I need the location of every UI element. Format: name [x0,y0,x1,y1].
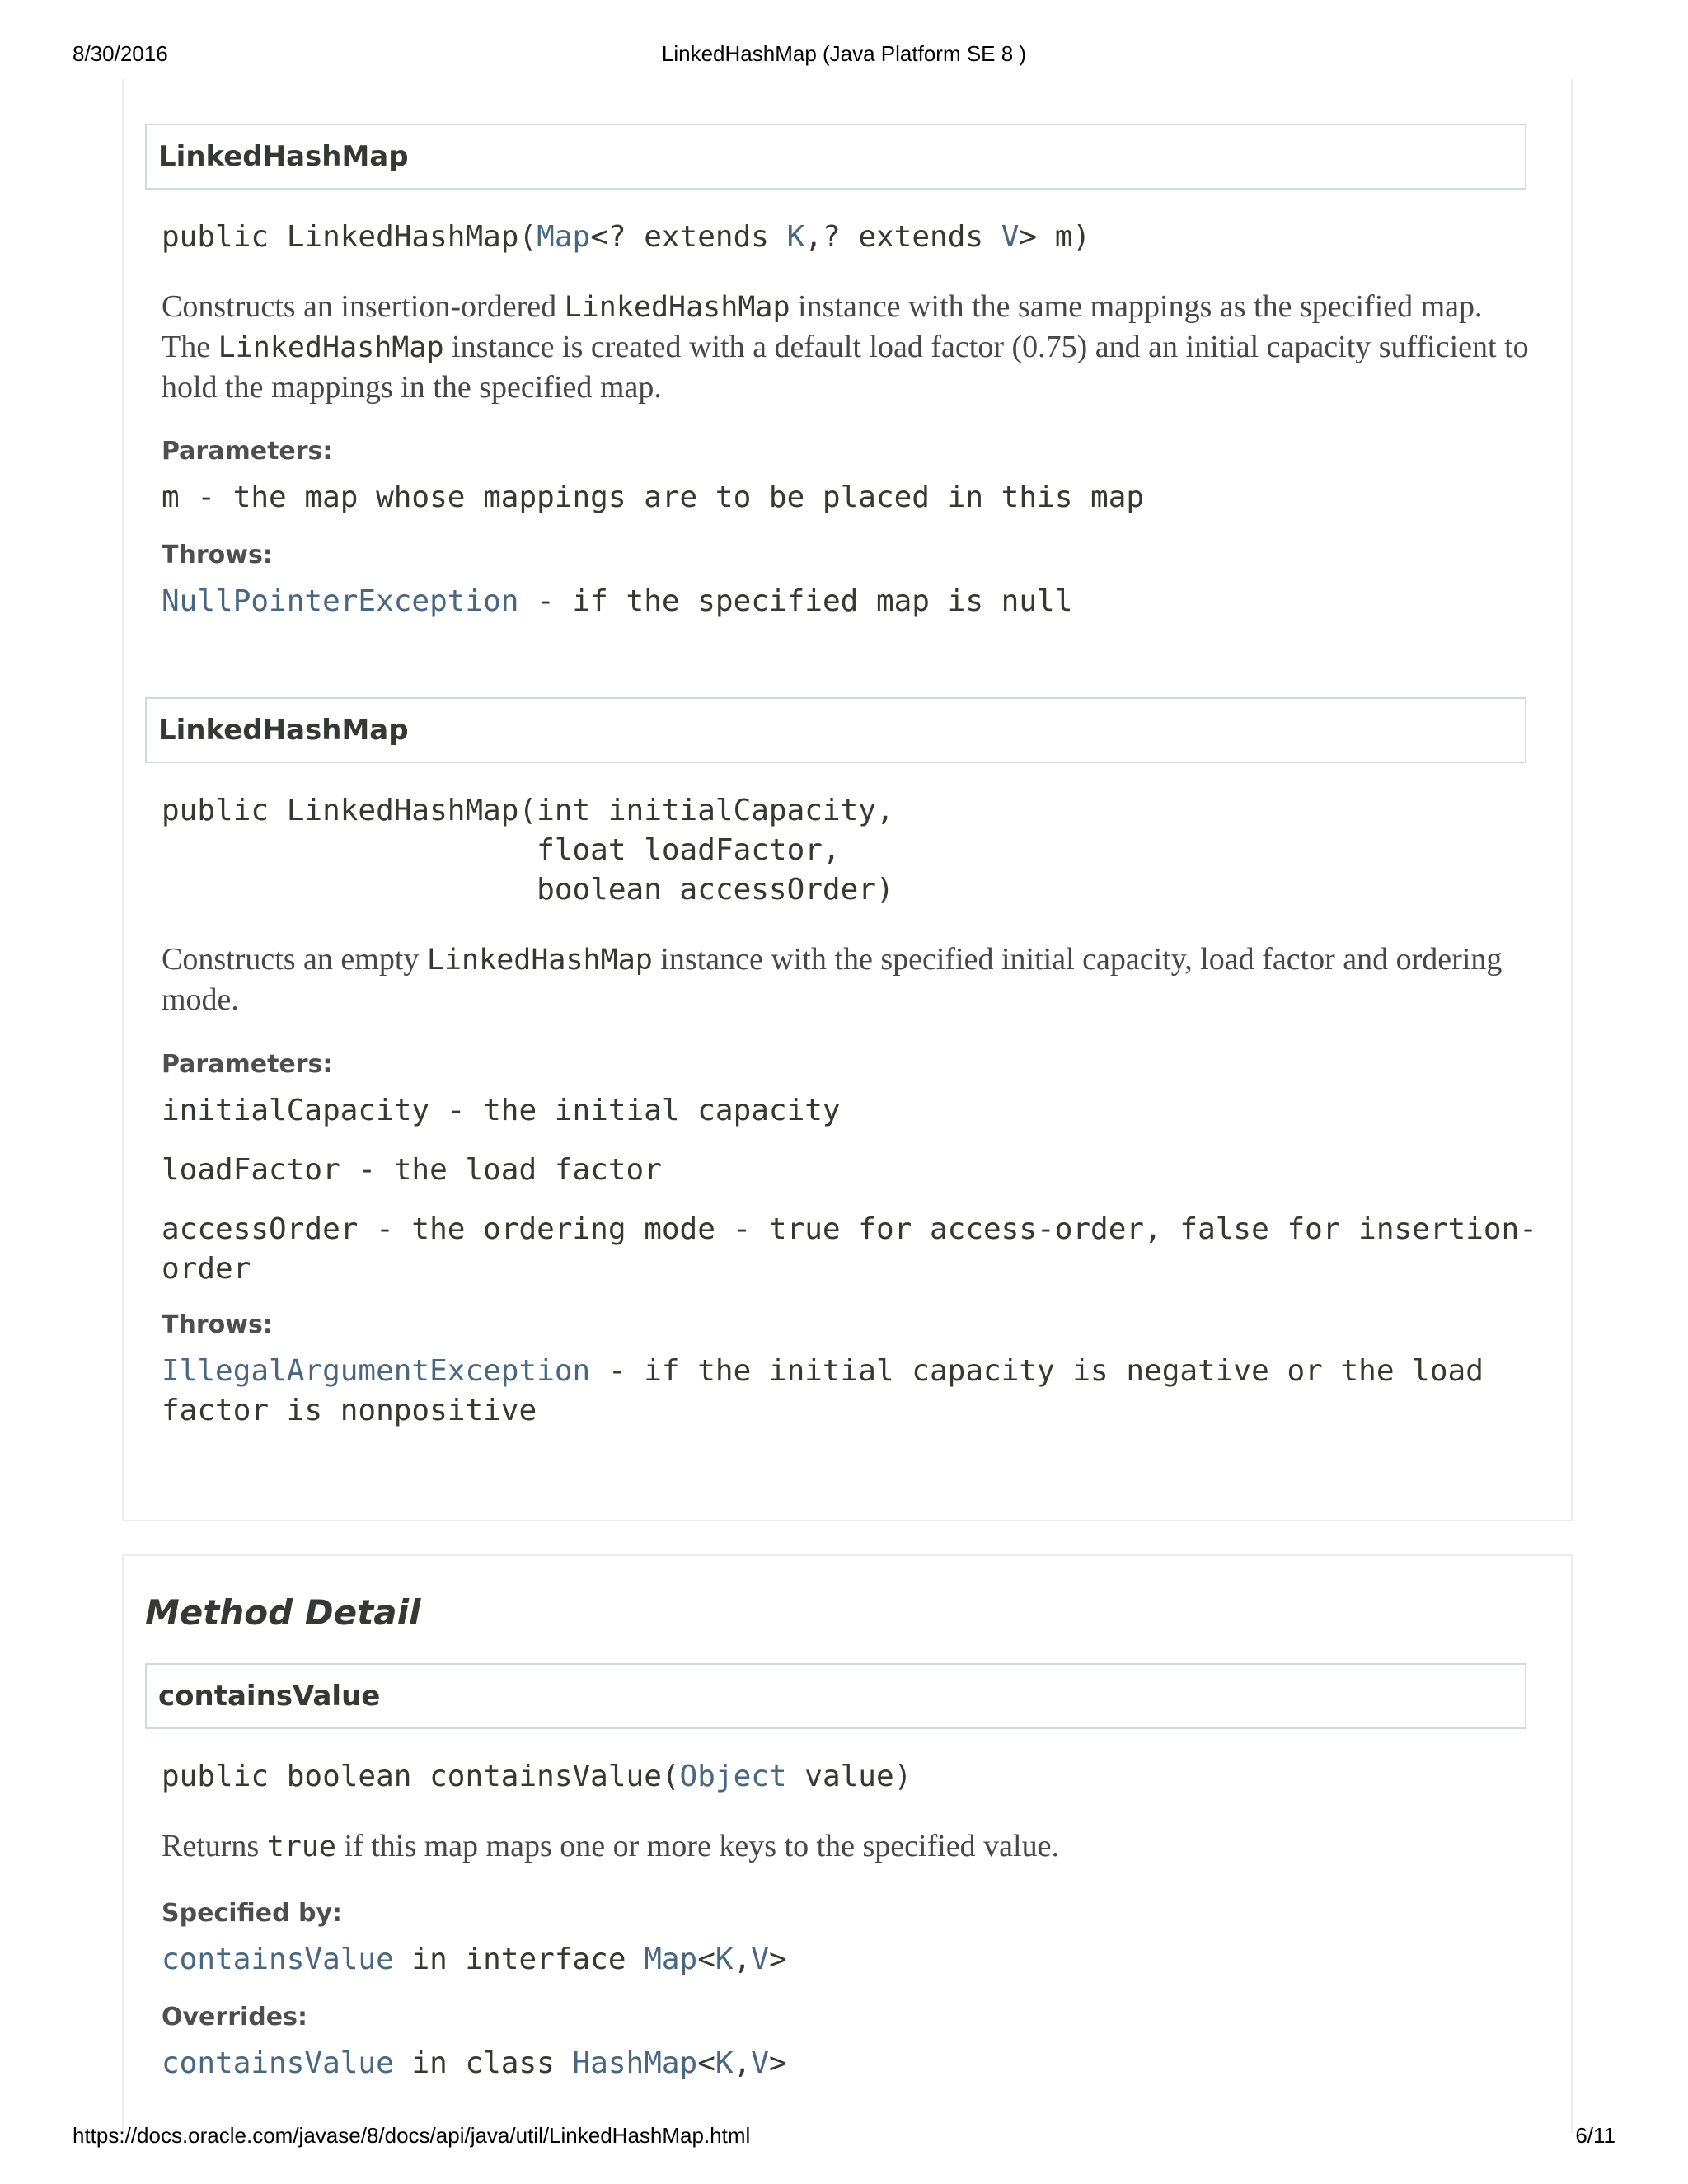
constructor-description [162,940,1530,1019]
throws-text: - if the initial capacity is negative or the load factor is nonpositive [162,1354,1484,1427]
v-type-link[interactable]: V [751,1943,769,1976]
constructor-signature [162,791,894,910]
sig-line: public LinkedHashMap(int initialCapacity, [162,794,894,827]
constructor-heading: LinkedHashMap [145,697,1526,763]
throws-text: - if the specified map is null [518,584,1073,618]
generic-bracket: > [768,1943,787,1976]
constructor-detail-block [122,79,1573,1521]
throws-label: Throws: [162,541,273,569]
generic-comma: , [733,1943,752,1976]
desc-code: LinkedHashMap [218,331,444,364]
print-title: LinkedHashMap (Java Platform SE 8 ) [661,41,1027,66]
parameters-label: Parameters: [162,437,333,466]
spec-text: in interface [393,1943,645,1976]
desc-text: instance with the same mappings as the specified map. The [162,289,1483,364]
desc-text: Returns [162,1829,267,1863]
constructor-heading: LinkedHashMap [145,124,1526,190]
sig-text: ,? extends [804,220,1001,254]
sig-line: boolean accessOrder) [162,873,894,907]
constructor-description [162,287,1530,407]
hashmap-class-link[interactable]: HashMap [572,2046,698,2080]
generic-bracket: > [768,2046,787,2080]
sig-text: <? extends [590,220,787,254]
method-signature [162,1757,912,1797]
desc-code: LinkedHashMap [426,944,653,977]
specified-by-label: Specified by: [162,1899,343,1928]
desc-code: true [266,1830,337,1863]
desc-text: if this map maps one or more keys to the specified value. [336,1829,1059,1863]
nullpointerexception-link[interactable]: NullPointerException [162,584,519,618]
v-type-link[interactable]: V [1001,220,1020,254]
desc-text: instance with the specified initial capacity, load factor and ordering mode. [162,942,1503,1017]
sig-text: public LinkedHashMap( [162,220,537,254]
print-date: 8/30/2016 [73,41,168,66]
method-description [162,1826,1530,1867]
map-type-link[interactable]: Map [537,220,591,254]
generic-comma: , [733,2046,752,2080]
param-accessorder: accessOrder - the ordering mode - true for access-order, false for insertion-order [162,1212,1537,1286]
desc-text: instance is created with a default load factor (0.75) and an initial capacity sufficient to hold the mappings in the specified map. [162,330,1529,405]
throws-entry [162,582,1530,621]
desc-code: LinkedHashMap [564,291,790,324]
desc-text: Constructs an insertion-ordered [162,289,565,324]
specified-by-entry [162,1940,1530,1980]
method-heading: containsValue [145,1663,1526,1729]
overrides-entry [162,2044,1530,2083]
illegalargumentexception-link[interactable]: IllegalArgumentException [162,1354,591,1388]
param-loadfactor: loadFactor - the load factor [162,1153,662,1187]
desc-text: Constructs an empty [162,942,427,977]
section-title: Method Detail [145,1592,421,1633]
containsvalue-map-link[interactable]: containsValue [162,1943,394,1976]
v-type-link[interactable]: V [751,2046,769,2080]
generic-bracket: < [697,2046,715,2080]
k-type-link[interactable]: K [715,2046,734,2080]
overrides-label: Overrides: [162,2003,307,2032]
method-detail-block [122,1554,1573,2133]
param-initialcapacity: initialCapacity - the initial capacity [162,1094,841,1127]
k-type-link[interactable]: K [715,1943,734,1976]
throws-label: Throws: [162,1310,273,1339]
throws-entry [162,1352,1563,1431]
print-url: https://docs.oracle.com/javase/8/docs/api/java/util/LinkedHashMap.html [73,2123,751,2148]
page-number: 6/11 [1575,2123,1615,2148]
param-m: m - the map whose mappings are to be placed in this map [162,480,1145,514]
sig-text: public boolean containsValue( [162,1760,680,1793]
sig-text: > m) [1019,220,1091,254]
sig-line: float loadFactor, [162,833,841,867]
ovr-text: in class [393,2046,573,2080]
containsvalue-hashmap-link[interactable]: containsValue [162,2046,394,2080]
map-interface-link[interactable]: Map [644,1943,698,1976]
k-type-link[interactable]: K [786,220,805,254]
constructor-signature [162,218,1090,257]
parameters-label: Parameters: [162,1050,333,1079]
sig-text: value) [786,1760,912,1793]
generic-bracket: < [697,1943,715,1976]
object-type-link[interactable]: Object [679,1760,787,1793]
